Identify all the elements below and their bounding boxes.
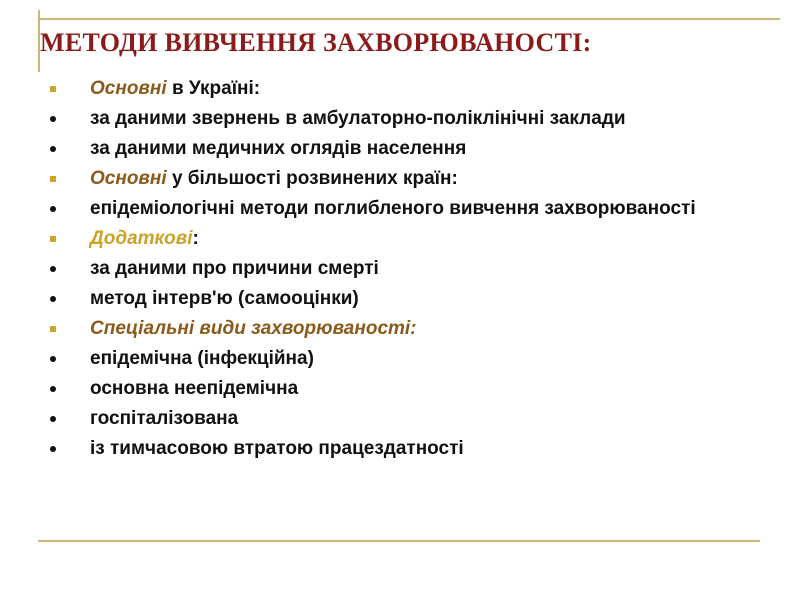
item-text: основна неепідемічна (90, 378, 299, 399)
list-item (50, 258, 770, 279)
list-item (50, 408, 770, 429)
dot-bullet-icon (50, 446, 56, 452)
content-list (50, 78, 770, 468)
item-text: за даними медичних оглядів населення (90, 138, 467, 159)
item-text: метод інтерв'ю (самооцінки) (90, 288, 359, 309)
square-bullet-icon (50, 86, 56, 92)
item-text: у більшості розвинених країн: (166, 168, 458, 189)
dot-bullet-icon (50, 146, 56, 152)
list-item (50, 198, 770, 219)
highlight-text: Основні (90, 168, 167, 189)
list-item-heading-ukraine (50, 78, 770, 99)
square-bullet-icon (50, 176, 56, 182)
list-item (50, 438, 770, 459)
dot-bullet-icon (50, 116, 56, 122)
dot-bullet-icon (50, 296, 56, 302)
list-item (50, 348, 770, 369)
item-text: епідемічна (інфекційна) (90, 348, 314, 369)
item-text: за даними про причини смерті (90, 258, 379, 279)
dot-bullet-icon (50, 206, 56, 212)
list-item (50, 138, 770, 159)
top-rule (38, 18, 780, 20)
item-text: : (192, 228, 199, 249)
list-item (50, 378, 770, 399)
list-item (50, 108, 770, 129)
dot-bullet-icon (50, 266, 56, 272)
highlight-text: Додаткові (90, 228, 193, 249)
list-item-heading-special (50, 318, 770, 339)
list-item-heading-developed (50, 168, 770, 189)
dot-bullet-icon (50, 416, 56, 422)
highlight-text: Спеціальні види захворюваності: (90, 318, 417, 339)
square-bullet-icon (50, 326, 56, 332)
dot-bullet-icon (50, 386, 56, 392)
item-text: в Україні: (166, 78, 261, 99)
square-bullet-icon (50, 236, 56, 242)
list-item (50, 288, 770, 309)
item-text: епідеміологічні методи поглибленого вивчення захворюваності (90, 198, 696, 219)
item-text: із тимчасовою втратою працездатності (90, 438, 464, 459)
item-text: за даними звернень в амбулаторно-поліклінічні заклади (90, 108, 626, 129)
item-text: госпіталізована (90, 408, 239, 429)
highlight-text: Основні (90, 78, 167, 99)
list-item-heading-additional (50, 228, 770, 249)
slide-title: МЕТОДИ ВИВЧЕННЯ ЗАХВОРЮВАНОСТІ: (40, 28, 592, 57)
bottom-rule (38, 540, 760, 542)
dot-bullet-icon (50, 356, 56, 362)
